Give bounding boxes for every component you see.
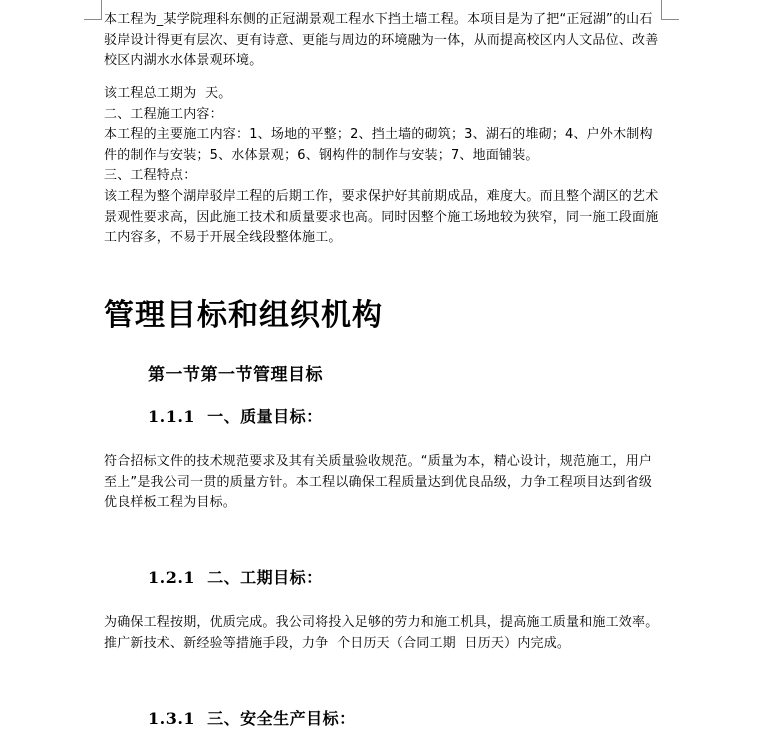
- safety-heading: 1.3.1 三、安全生产目标：: [148, 709, 356, 728]
- scope-paragraph: 本工程的主要施工内容：1、场地的平整；2、挡土墙的砌筑；3、湖石的堆砌；4、户外木制构件的制作与安装；5、水体景观；6、钢构件的制作与安装；7、地面铺装。: [104, 127, 653, 163]
- chapter-title: 管理目标和组织机构: [104, 298, 383, 333]
- features-paragraph: 该工程为整个湖岸驳岸工程的后期工作，要求保护好其前期成品，难度大。而且整个湖区的艺术景观性要求高，因此施工技术和质量要求也高。同时因整个施工场地较为狭窄，同一施工段面施工内容多，不易于开展全线段整体施工。: [104, 189, 659, 245]
- duration-paragraph: 该工程总工期为 天。: [104, 86, 232, 101]
- quality-paragraph: 符合招标文件的技术规范要求及其有关质量验收规范。“质量为本，精心设计，规范施工，用户至上”是我公司一贯的质量方针。本工程以确保工程质量达到优良品级，力争工程项目达到省级优良样板工程为目标。: [104, 454, 653, 510]
- page-corner-mark-left: [84, 19, 102, 20]
- overview-paragraph: 本工程为_某学院理科东侧的正冠湖景观工程水下挡土墙工程。本项目是为了把“正冠湖”的山石驳岸设计得更有层次、更有诗意、更能与周边的环境融为一体，从而提高校区内人文品位、改善校区内湖水水体景观环境。: [104, 12, 659, 68]
- features-heading: 三、工程特点：: [104, 168, 197, 183]
- page-corner-mark-left: [101, 0, 102, 20]
- schedule-heading: 1.2.1 二、工期目标：: [148, 568, 323, 587]
- section-title: 第一节第一节管理目标: [148, 365, 323, 385]
- quality-heading: 1.1.1 一、质量目标：: [148, 407, 323, 426]
- scope-heading: 二、工程施工内容：: [104, 107, 223, 122]
- schedule-paragraph: 为确保工程按期，优质完成。我公司将投入足够的劳力和施工机具，提高施工质量和施工效率。推广新技术、新经验等措施手段，力争 个日历天（合同工期 日历天）内完成。: [104, 615, 659, 651]
